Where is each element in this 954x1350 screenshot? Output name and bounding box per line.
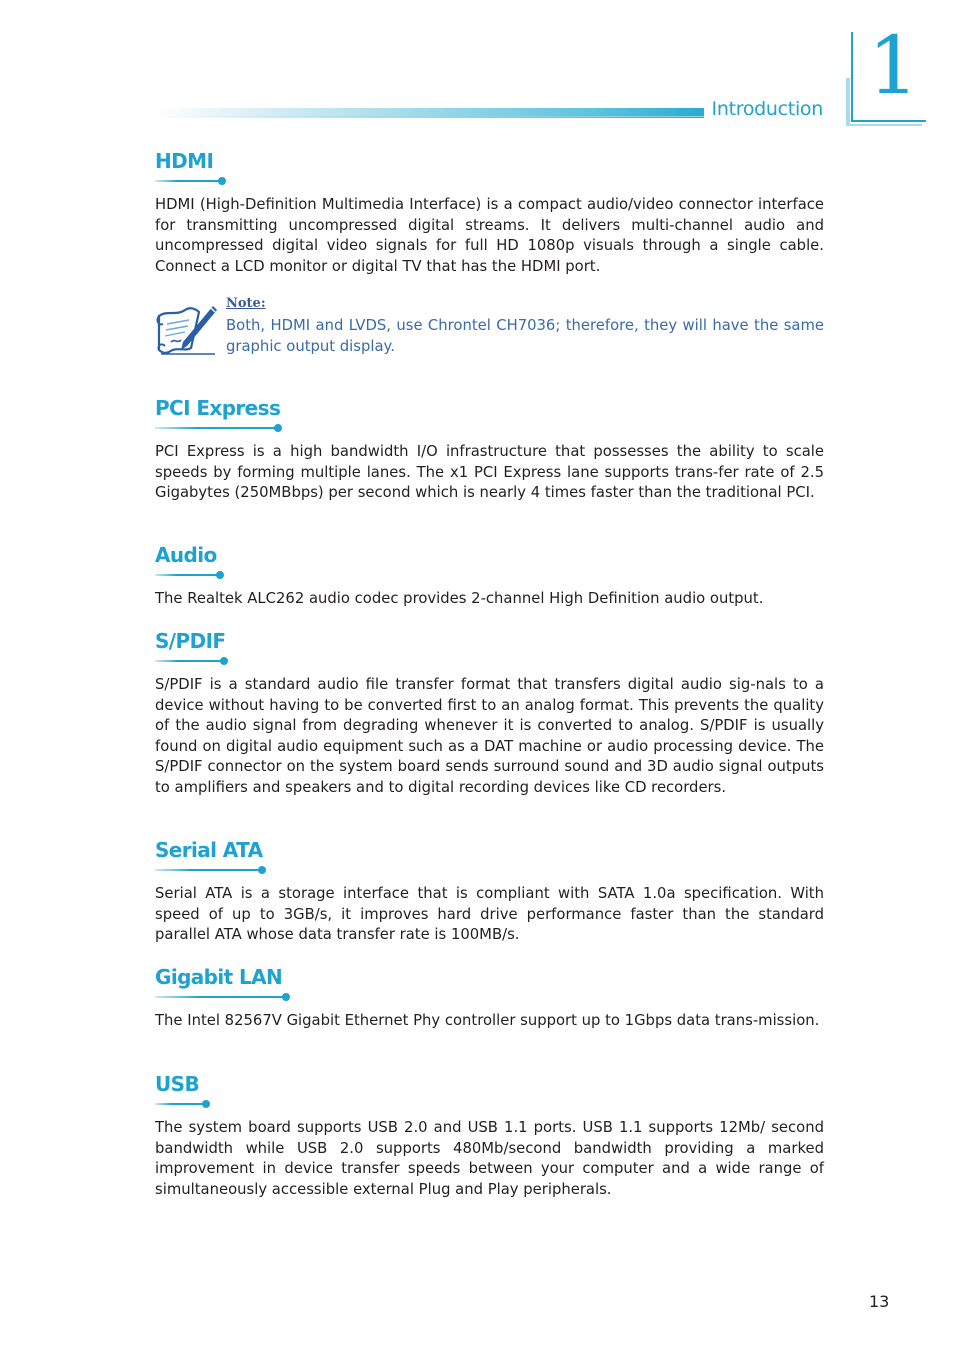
chapter-marker [846, 19, 926, 126]
underline-dot [216, 571, 224, 579]
section-heading: Audio [155, 543, 217, 567]
section-spdif [155, 629, 824, 798]
underline-line [155, 574, 217, 576]
section-body: The system board supports USB 2.0 and USB 1.1 ports. USB 1.1 supports 12Mb/ second bandwidth while USB 2.0 supports 480Mb/second bandwidth providing a marked improvement in device transfer speeds between your computer and a wide range of simultaneously accessible external Plug and Play peripherals. [155, 1119, 824, 1198]
section-serial-ata [155, 838, 824, 946]
underline-line [155, 996, 283, 998]
section-heading: S/PDIF [155, 629, 226, 653]
chapter-frame-accent [846, 78, 850, 126]
chapter-section-title: Introduction [711, 98, 823, 120]
section-hdmi [155, 149, 824, 277]
section-heading: PCI Express [155, 396, 281, 420]
heading-underline [155, 657, 824, 667]
underline-dot [202, 1100, 210, 1108]
section-heading: USB [155, 1072, 200, 1096]
chapter-number: 1 [868, 19, 919, 112]
underline-line [155, 427, 275, 429]
section-body: The Intel 82567V Gigabit Ethernet Phy controller support up to 1Gbps data trans-mission. [155, 1012, 820, 1029]
underline-line [155, 660, 221, 662]
section-pci-express [155, 396, 824, 504]
section-body: S/PDIF is a standard audio file transfer format that transfers digital audio sig-nals to a device without having to be converted first to an analog format. This prevents the quality of the audio signal from degrading whenever it is converted to analog. S/PDIF is usually found on digital audio equipment such as a DAT machine or audio processing device. The S/PDIF connector on the system board sends surround sound and 3D audio signal outputs to amplifiers and speakers and to digital recording devices like CD recorders. [155, 676, 824, 796]
heading-underline [155, 866, 824, 876]
section-gigabit-lan [155, 965, 824, 1032]
underline-line [155, 1103, 203, 1105]
note-scroll-pen-icon [155, 302, 217, 358]
note-box [155, 296, 824, 360]
section-body: Serial ATA is a storage interface that is compliant with SATA 1.0a specification. With speed of up to 3GB/s, it improves hard drive performance faster than the standard parallel ATA whose data transfer rate is 100MB/s. [155, 885, 824, 943]
chapter-frame-accent-bottom [846, 124, 922, 126]
section-audio [155, 543, 824, 610]
note-label: Note: [226, 296, 266, 311]
note-text: Both, HDMI and LVDS, use Chrontel CH7036; therefore, they will have the same graphic output display. [226, 317, 824, 355]
heading-underline [155, 424, 824, 434]
underline-dot [274, 424, 282, 432]
section-body: The Realtek ALC262 audio codec provides 2-channel High Definition audio output. [155, 590, 764, 607]
underline-dot [220, 657, 228, 665]
underline-dot [218, 177, 226, 185]
heading-underline [155, 571, 824, 581]
underline-dot [282, 993, 290, 1001]
section-heading: Gigabit LAN [155, 965, 283, 989]
page-number: 13 [869, 1292, 890, 1311]
chapter-frame-horizontal [851, 120, 926, 122]
underline-line [155, 869, 259, 871]
heading-underline [155, 177, 824, 187]
underline-line [155, 180, 219, 182]
section-body: PCI Express is a high bandwidth I/O infrastructure that possesses the ability to scale speeds by forming multiple lanes. The x1 PCI Express lane supports trans-fer rate of 2.5 Gigabytes (250MBbps) per second which is nearly 4 times faster than the traditional PCI. [155, 443, 824, 501]
section-body: HDMI (High-Definition Multimedia Interface) is a compact audio/video connector interface for transmitting uncompressed digital streams. It delivers multi-channel audio and uncompressed digital video signals for full HD 1080p visuals through a single cable. Connect a LCD monitor or digital TV that has the HDMI port. [155, 196, 824, 275]
section-usb [155, 1072, 824, 1200]
section-heading: Serial ATA [155, 838, 263, 862]
heading-underline [155, 1100, 824, 1110]
section-heading: HDMI [155, 149, 214, 173]
chapter-frame-vertical [851, 32, 853, 122]
header-gradient-bar [155, 108, 704, 118]
heading-underline [155, 993, 824, 1003]
underline-dot [258, 866, 266, 874]
